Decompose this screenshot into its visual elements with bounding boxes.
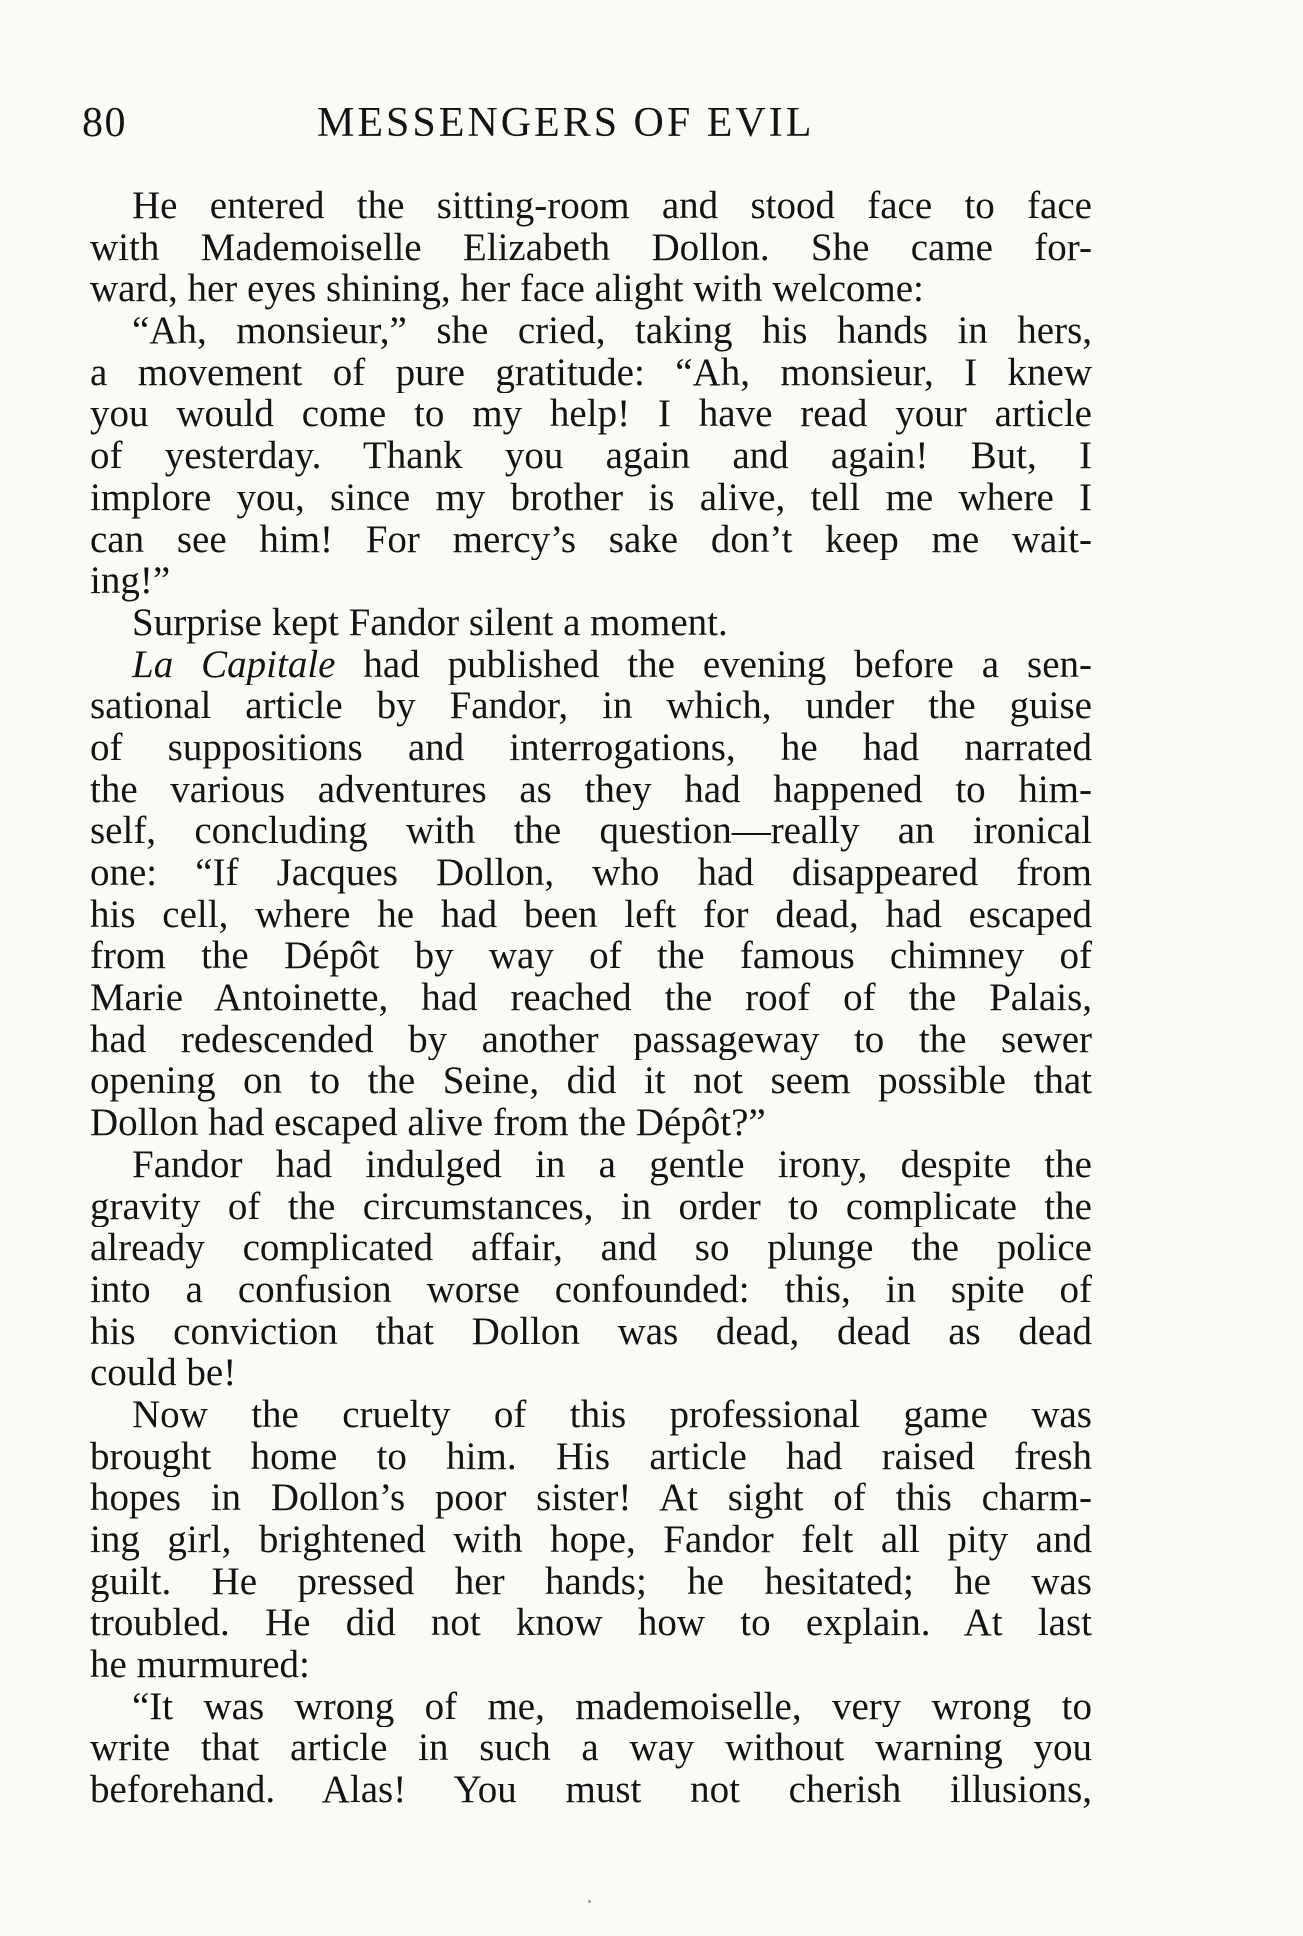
text-line: of suppositions and interrogations, he had narrated (90, 726, 1092, 769)
running-title: MESSENGERS OF EVIL (317, 100, 815, 146)
text-line: “Ah, monsieur,” she cried, taking his hands in hers, (132, 310, 1092, 352)
line-text: had published the evening before a sen- (335, 643, 1092, 686)
text-line: ing!” (90, 560, 171, 602)
text-line: can see him! For mercy’s sake don’t keep me wait- (90, 518, 1092, 561)
text-line: self, concluding with the question—really an ironical (90, 810, 1092, 852)
text-line: beforehand. Alas! You must not cherish illusions, (90, 1769, 1092, 1811)
text-line: Marie Antoinette, had reached the roof of the Palais, (90, 977, 1092, 1019)
text-line: troubled. He did not know how to explain. At last (90, 1602, 1092, 1645)
text-line: he murmured: (90, 1644, 310, 1686)
text-line: his conviction that Dollon was dead, dead as dead (90, 1310, 1092, 1353)
text-line: gravity of the circumstances, in order to complicate the (90, 1185, 1092, 1228)
text-line: Dollon had escaped alive from the Dépôt?” (90, 1102, 766, 1144)
text-line: Surprise kept Fandor silent a moment. (132, 601, 728, 644)
text-line: hopes in Dollon’s poor sister! At sight of this charm- (90, 1477, 1092, 1519)
text-line: with Mademoiselle Elizabeth Dollon. She came for- (90, 226, 1092, 269)
text-line: had redescended by another passageway to the sewer (90, 1018, 1092, 1061)
text-line: opening on to the Seine, did it not seem possible that (90, 1060, 1092, 1103)
page-number: 80 (82, 100, 127, 146)
text-line: into a confusion worse confounded: this, in spite of (90, 1268, 1092, 1311)
text-line: ing girl, brightened with hope, Fandor felt all pity and (90, 1519, 1092, 1561)
text-line: of yesterday. Thank you again and again! But, I (90, 435, 1092, 477)
text-line: sational article by Fandor, in which, under the guise (90, 685, 1092, 727)
text-line: brought home to him. His article had raised fresh (90, 1435, 1092, 1478)
print-speck (588, 1900, 591, 1903)
text-line: his cell, where he had been left for dead, had escaped (90, 893, 1092, 936)
text-line: could be! (90, 1352, 237, 1394)
italic-title: La Capitale (132, 643, 336, 686)
text-line: already complicated affair, and so plunge the police (90, 1227, 1092, 1269)
text-line: Now the cruelty of this professional game was (132, 1393, 1092, 1436)
text-line: He entered the sitting-room and stood face to face (132, 185, 1092, 227)
text-line: ward, her eyes shining, her face alight with welcome: (90, 268, 924, 311)
text-line: “It was wrong of me, mademoiselle, very wrong to (132, 1685, 1092, 1728)
text-line: guilt. He pressed her hands; he hesitated; he was (90, 1560, 1092, 1603)
running-head (82, 98, 1102, 148)
text-line: you would come to my help! I have read your article (90, 393, 1092, 436)
text-line: a movement of pure gratitude: “Ah, monsieur, I knew (90, 351, 1092, 394)
text-line: from the Dépôt by way of the famous chimney of (90, 935, 1092, 978)
text-line: one: “If Jacques Dollon, who had disappeared from (90, 852, 1092, 894)
text-line: Fandor had indulged in a gentle irony, despite the (132, 1143, 1092, 1186)
text-line: the various adventures as they had happened to him- (90, 768, 1092, 811)
text-line: write that article in such a way without warning you (90, 1727, 1092, 1770)
body-text (90, 185, 1092, 1811)
text-line: implore you, since my brother is alive, tell me where I (90, 476, 1092, 519)
text-line (90, 644, 1092, 686)
